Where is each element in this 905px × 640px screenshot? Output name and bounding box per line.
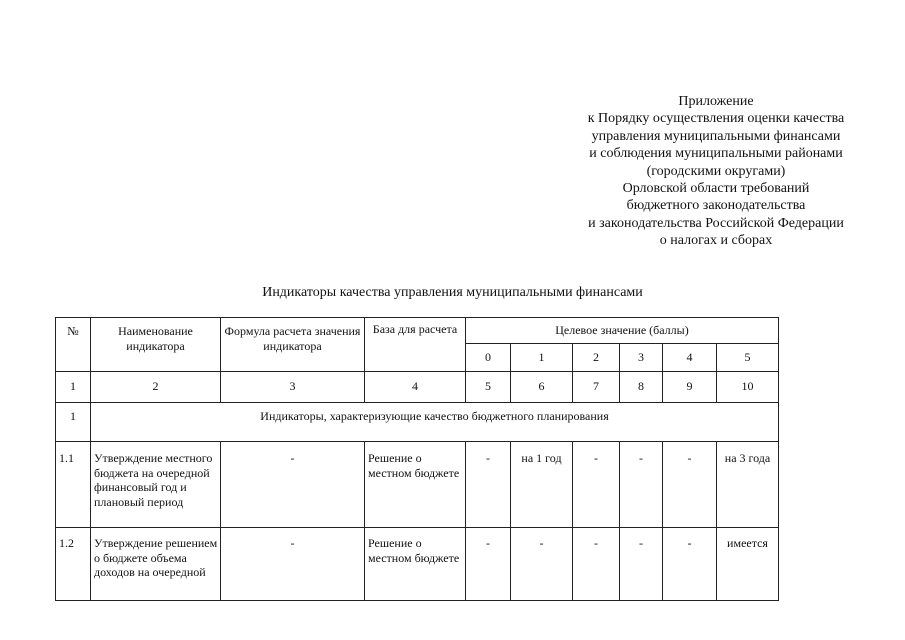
header-score: 3 (620, 344, 663, 372)
appendix-block (560, 93, 872, 250)
row-score: - (573, 528, 620, 601)
row-base: Решение о местном бюджете (365, 442, 466, 528)
section-title: Индикаторы, характеризующие качество бюджетного планирования (91, 403, 779, 442)
row-name: Утверждение местного бюджета на очередной финансовый год и плановый период (91, 442, 221, 528)
row-score: - (466, 442, 511, 528)
appendix-line: и законодательства Российской Федерации (588, 215, 844, 231)
row-score: на 3 года (717, 442, 779, 528)
header-score: 1 (511, 344, 573, 372)
header-name: Наименование индикатора (91, 318, 221, 372)
column-number: 9 (663, 372, 717, 403)
header-score: 0 (466, 344, 511, 372)
row-base: Решение о местном бюджете (365, 528, 466, 601)
row-score: - (620, 442, 663, 528)
column-number: 5 (466, 372, 511, 403)
row-num: 1.2 (56, 528, 91, 601)
appendix-line: о налогах и сборах (659, 233, 773, 249)
column-number: 8 (620, 372, 663, 403)
header-base: База для расчета (365, 318, 466, 372)
appendix-line: Орловской области требований (622, 181, 810, 197)
appendix-line: управления муниципальными финансами (591, 128, 841, 144)
row-score: - (620, 528, 663, 601)
column-number: 3 (221, 372, 365, 403)
row-score: - (511, 528, 573, 601)
row-formula: - (221, 528, 365, 601)
header-num: № (56, 318, 91, 372)
row-score: имеется (717, 528, 779, 601)
header-target: Целевое значение (баллы) (466, 318, 779, 344)
column-number: 2 (91, 372, 221, 403)
appendix-line: к Порядку осуществления оценки качества (587, 111, 845, 127)
header-score: 4 (663, 344, 717, 372)
row-score: - (466, 528, 511, 601)
appendix-line: и соблюдения муниципальными районами (589, 146, 843, 162)
row-score: - (573, 442, 620, 528)
header-score: 5 (717, 344, 779, 372)
row-score: - (663, 528, 717, 601)
appendix-line: бюджетного законодательства (626, 198, 806, 214)
row-score: - (663, 442, 717, 528)
column-number: 6 (511, 372, 573, 403)
header-score: 2 (573, 344, 620, 372)
document-title: Индикаторы качества управления муниципальными финансами (262, 285, 643, 300)
header-formula: Формула расчета значения индикатора (221, 318, 365, 372)
section-num: 1 (56, 403, 91, 442)
column-number: 4 (365, 372, 466, 403)
row-name: Утверждение решением о бюджете объема доходов на очередной (91, 528, 221, 601)
column-number: 1 (56, 372, 91, 403)
column-number: 7 (573, 372, 620, 403)
row-score: на 1 год (511, 442, 573, 528)
row-formula: - (221, 442, 365, 528)
indicators-table (55, 317, 779, 601)
column-number: 10 (717, 372, 779, 403)
appendix-line: (городскими округами) (646, 163, 786, 179)
appendix-line: Приложение (678, 94, 754, 109)
row-num: 1.1 (56, 442, 91, 528)
